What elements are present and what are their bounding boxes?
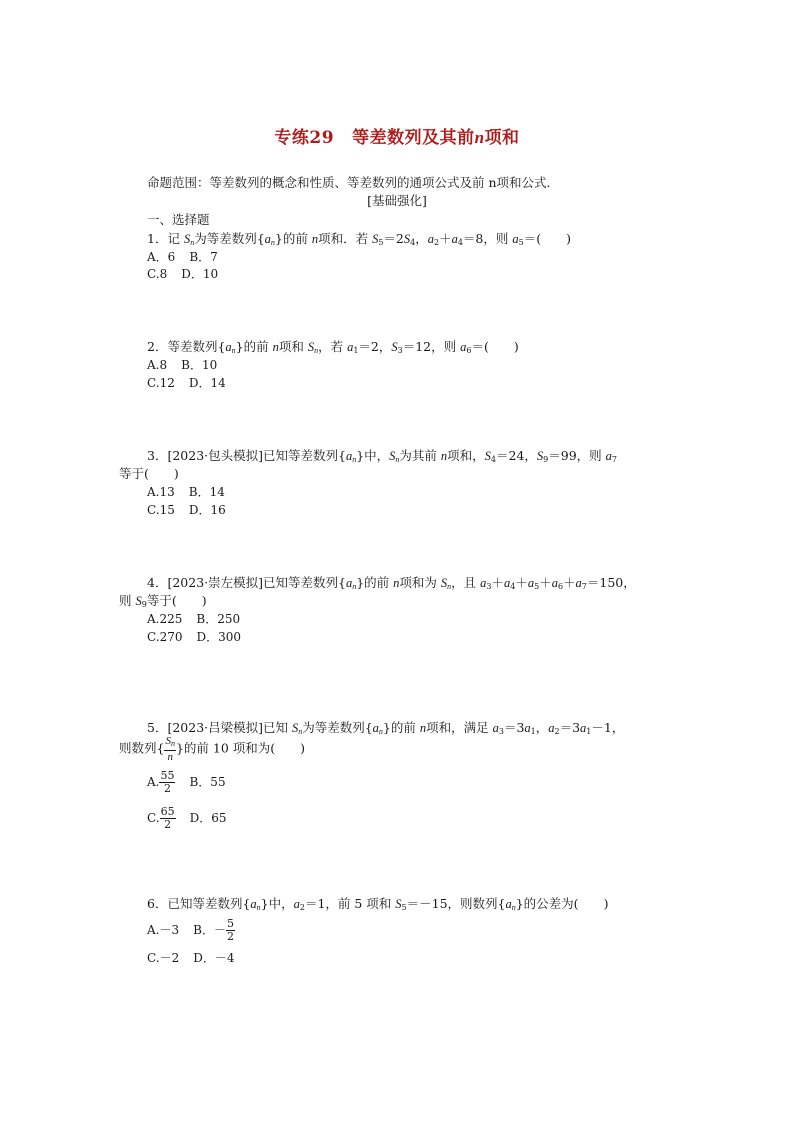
option-b: B．14 bbox=[188, 485, 225, 499]
option-c: C.8 bbox=[147, 267, 168, 281]
question-stem: 4．[2023·崇左模拟]已知等差数列$\{a_n\}$的前 n项和为 $S_n$，且 $a_3+a_4+a_5+a_6+a_7=150$， bbox=[147, 575, 636, 591]
section-heading: 一、选择题 bbox=[147, 212, 210, 227]
title-suffix: 项和 bbox=[484, 128, 520, 148]
options-row-2 bbox=[147, 501, 226, 518]
option-d: D．300 bbox=[196, 630, 242, 644]
option-a: A.8 bbox=[147, 358, 168, 372]
option-d: D．16 bbox=[188, 503, 226, 517]
scope-text: 命题范围：等差数列的概念和性质、等差数列的通项公式及前 n项和公式． bbox=[147, 175, 560, 190]
option-d: D．10 bbox=[181, 267, 219, 281]
question-stem: 5．[2023·吕梁模拟]已知 $S_n$为等差数列$\{a_n\}$的前 n项和，满足 $a_3=3a_1$，$a_2=3a_1-1$， bbox=[147, 720, 625, 736]
option-c: C.12 bbox=[147, 376, 175, 390]
option-b-label: B．－ bbox=[193, 923, 226, 937]
option-a: A.－3 bbox=[147, 923, 180, 937]
options-row-1 bbox=[147, 356, 217, 373]
option-a: A．6 bbox=[147, 250, 176, 264]
option-b: B．55 bbox=[189, 775, 226, 789]
question-stem-cont: 则 $S_9$等于( ) bbox=[119, 593, 207, 609]
option-a: A.225 bbox=[147, 612, 183, 626]
option-c-fraction: $\frac{65}{2}$ bbox=[160, 805, 175, 831]
option-d: D．－4 bbox=[193, 951, 235, 965]
options-row-1 bbox=[147, 610, 240, 627]
option-d: D．65 bbox=[189, 811, 227, 825]
question-stem: 1．记 $S_n$为等差数列$\{a_n\}$的前 n项和．若 $S_5=2S_4$，$a_2+a_4=8$，则 $a_5=$( ) bbox=[147, 231, 571, 247]
title-main: 等差数列及其前 bbox=[352, 128, 475, 148]
option-b: B．250 bbox=[196, 612, 241, 626]
options-row-1 bbox=[147, 770, 226, 795]
question-stem-cont: 等于( ) bbox=[119, 466, 179, 481]
option-a-fraction: $\frac{55}{2}$ bbox=[160, 769, 175, 795]
title-prefix: 专练29 bbox=[274, 128, 335, 148]
question-stem: 2．等差数列$\{a_n\}$的前 n项和 $S_n$，若 $a_1=2$，$S_3=12$，则 $a_6=$( ) bbox=[147, 339, 519, 355]
option-d: D．14 bbox=[188, 376, 226, 390]
section-basic-label: [基础强化] bbox=[367, 193, 427, 208]
option-c: C.15 bbox=[147, 503, 175, 517]
option-b: B．10 bbox=[181, 358, 218, 372]
options-row-1 bbox=[147, 918, 235, 943]
question-stem: 6．已知等差数列$\{a_n\}$中，$a_2=1$，前 5 项和 $S_5=-15$，则数列$\{a_n\}$的公差为( ) bbox=[147, 896, 609, 912]
options-row-2 bbox=[147, 374, 226, 391]
page-title bbox=[0, 123, 794, 148]
option-a: A.13 bbox=[147, 485, 175, 499]
options-row-1 bbox=[147, 483, 225, 500]
options-row-2 bbox=[147, 949, 234, 966]
option-c: C.270 bbox=[147, 630, 183, 644]
options-row-2 bbox=[147, 628, 241, 645]
question-stem-cont: 则数列{ $\frac{S_n}{n}$ }的前 10 项和为( ) bbox=[119, 735, 306, 763]
option-b: B．7 bbox=[189, 250, 218, 264]
question-stem: 3．[2023·包头模拟]已知等差数列$\{a_n\}$中，$S_n$为其前 n项和，$S_4=24$，$S_9=99$，则 $a_7$ bbox=[147, 448, 617, 464]
fraction: $\frac{S_n}{n}$ bbox=[165, 735, 175, 763]
options-row-1 bbox=[147, 248, 218, 265]
option-b-fraction: $\frac{5}{2}$ bbox=[226, 917, 234, 943]
options-row-2 bbox=[147, 265, 218, 282]
title-var: n bbox=[474, 128, 485, 147]
option-c: C.－2 bbox=[147, 951, 180, 965]
option-c-label: C. bbox=[147, 811, 160, 825]
option-a-label: A. bbox=[147, 775, 160, 789]
options-row-2 bbox=[147, 806, 226, 831]
